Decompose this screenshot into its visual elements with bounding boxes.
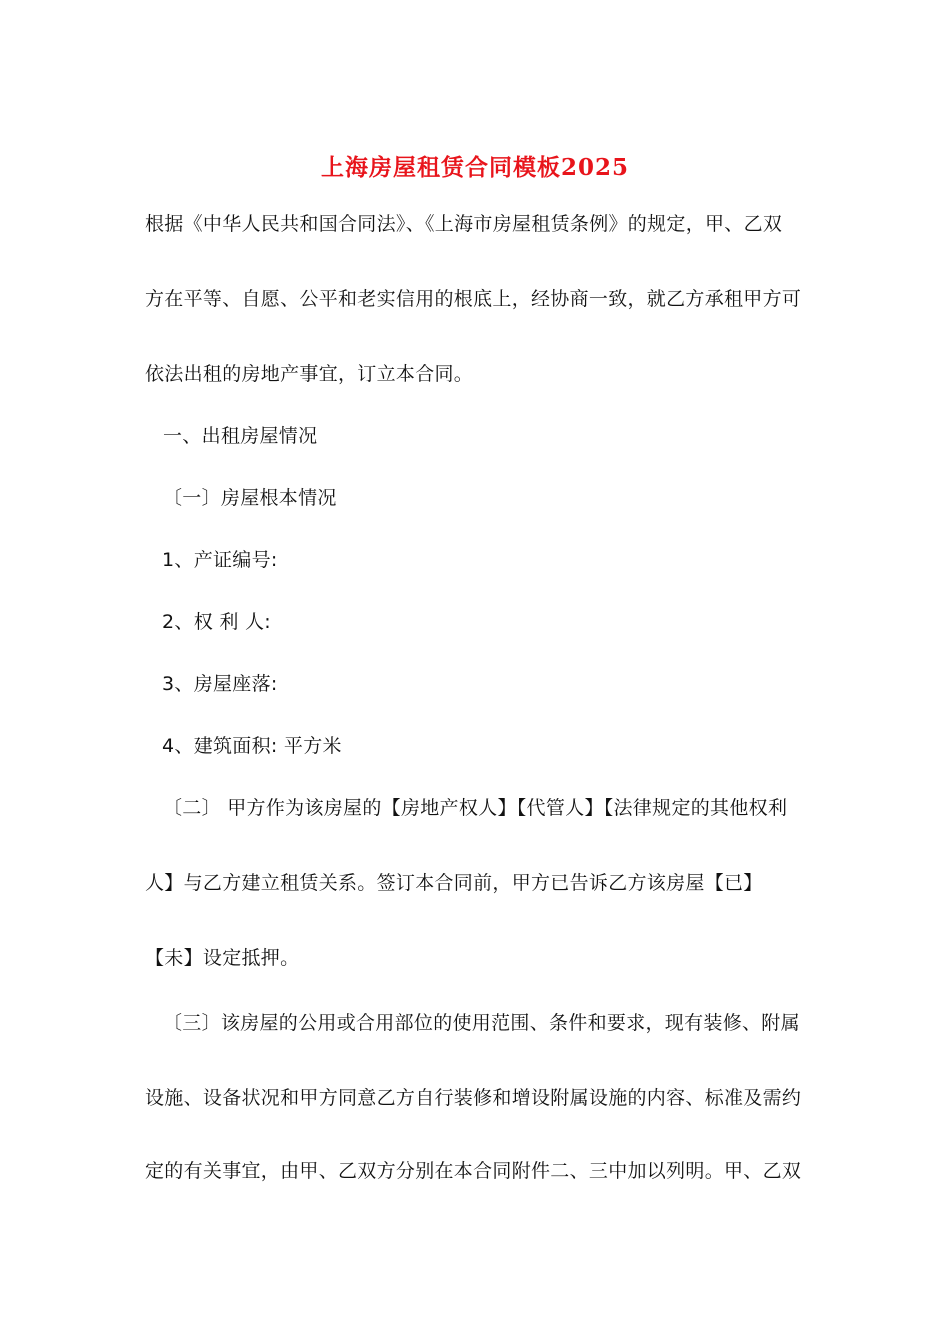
list-item: 4、建筑面积: 平方米 — [162, 735, 342, 757]
paragraph-line: 依法出租的房地产事宜，订立本合同。 — [145, 363, 474, 385]
paragraph-line: 方在平等、自愿、公平和老实信用的根底上，经协商一致，就乙方承租甲方可 — [145, 288, 802, 310]
document-title: 上海房屋租赁合同模板2025 — [320, 154, 629, 181]
list-item: 3、房屋座落: — [162, 673, 278, 695]
subsection-heading: 〔一〕房屋根本情况 — [163, 487, 337, 509]
paragraph-line: 〔二〕 甲方作为该房屋的【房地产权人】【代管人】【法律规定的其他权利 — [163, 797, 788, 819]
list-item: 1、产证编号: — [162, 549, 278, 571]
paragraph-line: 【未】设定抵押。 — [145, 947, 300, 969]
paragraph-line: 根据《中华人民共和国合同法》、《上海市房屋租赁条例》的规定，甲、乙双 — [145, 213, 783, 235]
list-item: 2、权 利 人: — [162, 611, 271, 633]
paragraph-line: 定的有关事宜，由甲、乙双方分别在本合同附件二、三中加以列明。甲、乙双 — [145, 1160, 802, 1182]
paragraph-line: 〔三〕该房屋的公用或合用部位的使用范围、条件和要求，现有装修、附属 — [163, 1012, 800, 1034]
paragraph-line: 设施、设备状况和甲方同意乙方自行装修和增设附属设施的内容、标准及需约 — [145, 1087, 802, 1109]
section-heading: 一、出租房屋情况 — [163, 425, 318, 447]
paragraph-line: 人】与乙方建立租赁关系。签订本合同前，甲方已告诉乙方该房屋【已】 — [145, 872, 763, 894]
